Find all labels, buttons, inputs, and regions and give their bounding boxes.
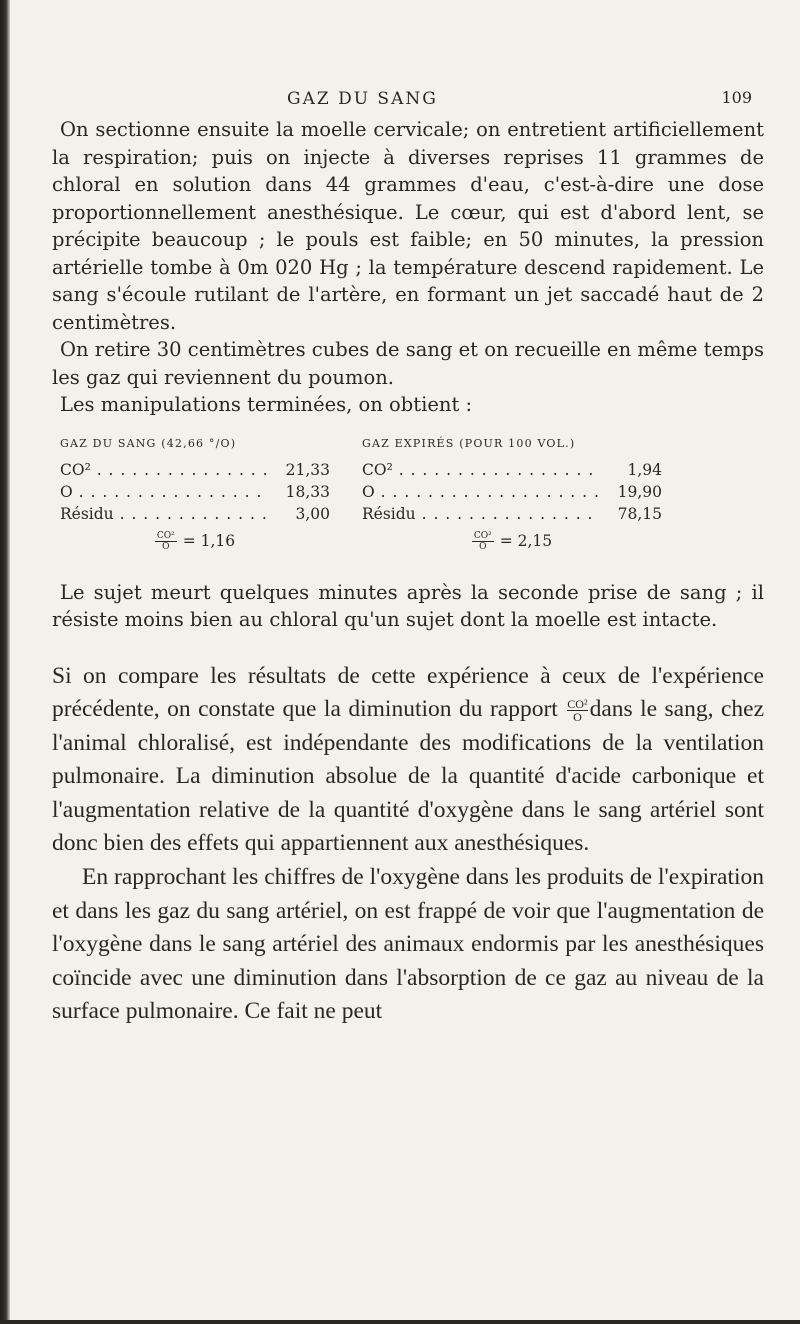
- blood-gas-column: [60, 437, 330, 552]
- paragraph-results-intro: Les manipulations terminées, on obtient :: [60, 393, 473, 416]
- row-label: Résidu . . .: [362, 505, 598, 523]
- expired-gas-heading: GAZ EXPIRÉS (POUR 100 VOL.): [362, 436, 576, 450]
- book-spine-shadow: [0, 0, 10, 1324]
- row-label: CO² . . .: [60, 461, 266, 479]
- ratio-fraction: [567, 698, 587, 723]
- table-row: [60, 461, 330, 483]
- ratio-numerator: CO²: [156, 530, 175, 541]
- blood-ratio: [60, 531, 330, 552]
- table-row: [362, 505, 662, 527]
- ratio-value: = 1,16: [182, 532, 236, 550]
- table-row: [60, 483, 330, 505]
- ratio-fraction: [472, 531, 494, 552]
- paragraph-oxygen: En rapprochant les chiffres de l'oxygène dans les produits de l'expiration et dans les gaz du sang artériel, on est frappé de voir que l'augmentation de l'oxygène dans le sang artériel des animaux endormis par les anesthésiques coïncide avec une diminution dans l'absorption de ce gaz au niveau de la surface pulmonaire. Ce fait ne peut: [52, 864, 764, 1025]
- table-row: [362, 461, 662, 483]
- ratio-value: = 2,15: [499, 532, 553, 550]
- expired-ratio: [362, 531, 662, 552]
- row-label: CO² . . .: [362, 461, 598, 479]
- paragraph-sampling: On retire 30 centimètres cubes de sang et on recueille en même temps les gaz qui reviennent du poumon.: [52, 338, 764, 389]
- row-value: 78,15: [598, 505, 662, 523]
- row-label: O . . .: [362, 483, 598, 501]
- comparison-text-end: dans le sang, chez l'animal chloralisé, est indépendante des modifications de la ventilation pulmonaire. La diminution absolue de la quantité d'acide carbonique et l'augmentation relative de la quantité d'oxygène dans le sang artériel sont donc bien des effets qui appartiennent aux anesthésiques.: [52, 696, 764, 857]
- page-number: 109: [721, 88, 752, 107]
- row-value: 18,33: [266, 483, 330, 501]
- paragraph-comparison: [52, 660, 764, 862]
- ratio-fraction: [155, 531, 177, 552]
- page-bottom-edge: [0, 1320, 800, 1324]
- ratio-denominator: O: [573, 710, 582, 725]
- ratio-denominator: O: [162, 541, 170, 552]
- ratio-numerator: CO²: [473, 530, 492, 541]
- row-value: 3,00: [266, 505, 330, 523]
- running-title: GAZ DU SANG: [287, 89, 438, 109]
- ratio-denominator: O: [479, 541, 487, 552]
- gas-results-table: [52, 437, 764, 565]
- row-value: 19,90: [598, 483, 662, 501]
- row-value: 21,33: [266, 461, 330, 479]
- table-row: [362, 483, 662, 505]
- row-label: Résidu . . .: [60, 505, 266, 523]
- ratio-numerator: CO²: [567, 697, 588, 712]
- expired-gas-column: [362, 437, 662, 552]
- row-label: O . . .: [60, 483, 266, 501]
- book-page: [52, 0, 764, 1029]
- spacer: [52, 634, 764, 660]
- running-header: [52, 76, 764, 116]
- comparison-text-start: Si on compare les résultats de cette expérience à ceux de l'expérience précédente, on constate que la diminution du rapport: [52, 662, 764, 723]
- blood-gas-heading: GAZ DU SANG (42,66 °/O): [60, 436, 237, 450]
- row-value: 1,94: [598, 461, 662, 479]
- table-row: [60, 505, 330, 527]
- paragraph-procedure: On sectionne ensuite la moelle cervicale; on entretient artificiellement la respiration; puis on injecte à diverses reprises 11 grammes de chloral en solution dans 44 grammes d'eau, c'est-à-dire une dose proportionnellement anesthésique. Le cœur, qui est d'abord lent, se précipite beaucoup ; le pouls est faible; en 50 minutes, la pression artérielle tombe à 0m 020 Hg ; la température descend rapidement. Le sang s'écoule rutilant de l'artère, en formant un jet saccadé haut de 2 centimètres.: [52, 118, 764, 334]
- paragraph-outcome: Le sujet meurt quelques minutes après la seconde prise de sang ; il résiste moins bien au chloral qu'un sujet dont la moelle est intacte.: [52, 580, 764, 631]
